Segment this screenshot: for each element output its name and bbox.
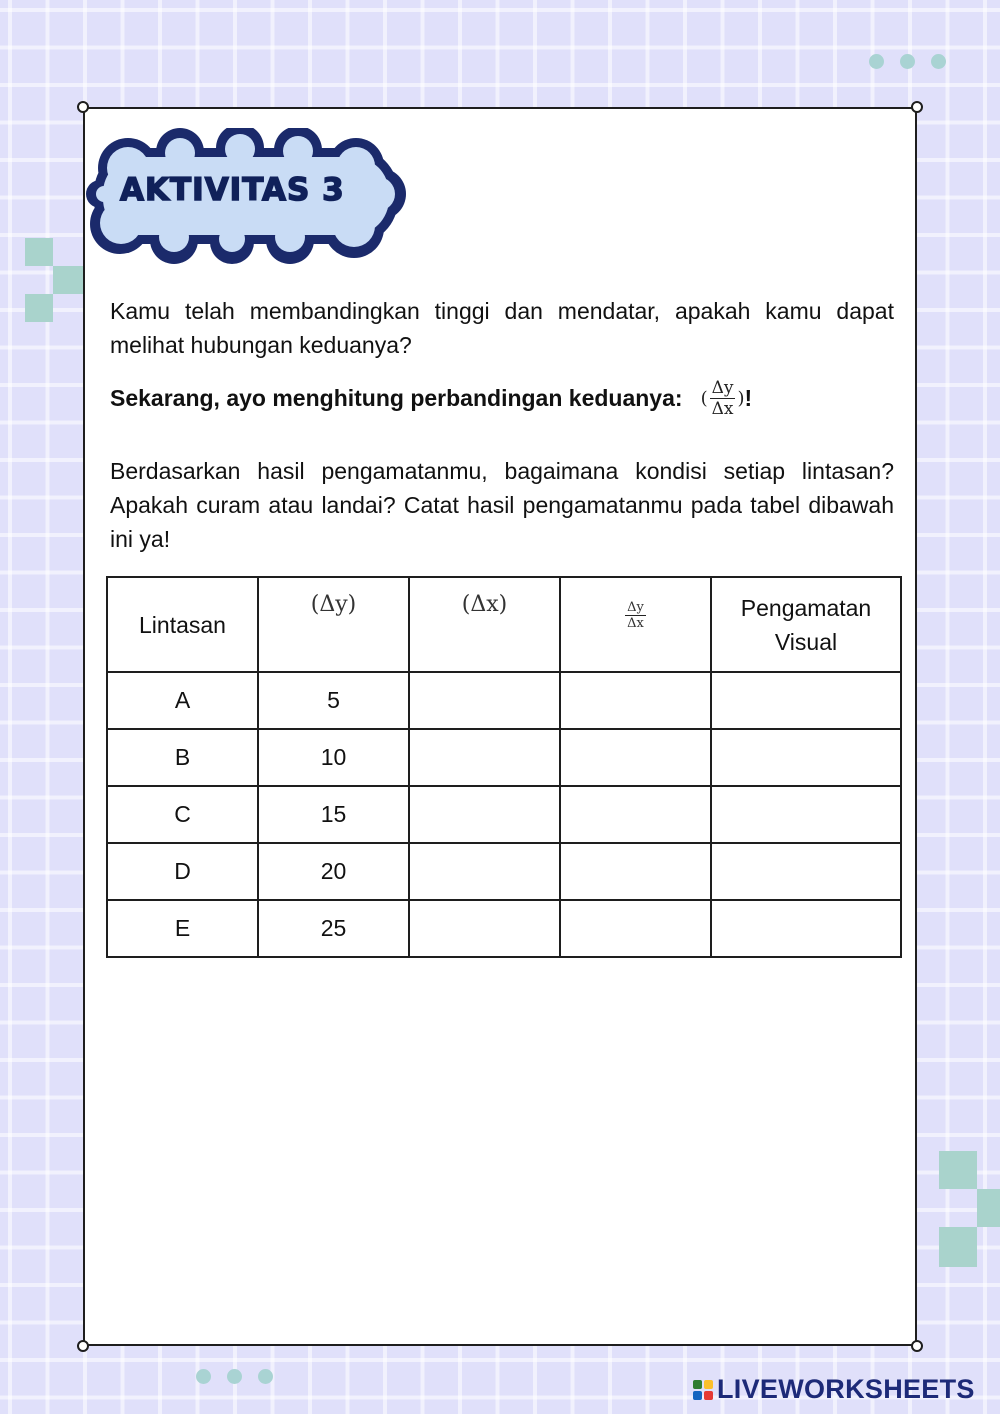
cell-ratio[interactable] [560, 729, 711, 786]
decor-pixel-block [977, 1189, 1000, 1227]
ratio-formula: ( $\frac{\Delta y}{\Delta x}$ ) [700, 377, 745, 419]
liveworksheets-brand [693, 1374, 975, 1405]
cell-ratio[interactable] [560, 786, 711, 843]
ratio-numerator: Δy [627, 600, 644, 615]
ratio-denominator: Δx [627, 616, 644, 631]
cell-delta-y: 25 [258, 900, 409, 957]
cell-delta-x[interactable] [409, 672, 560, 729]
decor-pixel-block [25, 238, 53, 266]
decor-dot [900, 54, 915, 69]
cell-ratio[interactable] [560, 843, 711, 900]
cell-ratio[interactable] [560, 672, 711, 729]
cell-delta-x[interactable] [409, 843, 560, 900]
decor-dots-bottom [196, 1369, 273, 1384]
decor-dot [258, 1369, 273, 1384]
cell-pengamatan[interactable] [711, 786, 901, 843]
cell-delta-x[interactable] [409, 786, 560, 843]
question-paragraph: Berdasarkan hasil pengamatanmu, bagaimana kondisi setiap lintasan? Apakah curam atau landai? Catat hasil pengamatanmu pada tabel dibawah ini ya! [110, 458, 894, 552]
decor-pixel-block [939, 1227, 977, 1267]
cell-delta-y: 20 [258, 843, 409, 900]
instruction-line [110, 372, 752, 424]
instruction-text: Sekarang, ayo menghitung perbandingan keduanya: [110, 384, 683, 411]
cell-delta-y: 10 [258, 729, 409, 786]
cell-pengamatan[interactable] [711, 672, 901, 729]
cell-lintasan: C [107, 786, 258, 843]
activity-badge [84, 128, 408, 264]
header-delta-y: (Δy) [258, 577, 409, 672]
intro-paragraph: Kamu telah membandingkan tinggi dan mendatar, apakah kamu dapat melihat hubungan keduanya? [110, 298, 894, 358]
cell-delta-y: 5 [258, 672, 409, 729]
liveworksheets-logo-icon [693, 1380, 713, 1400]
table-row [107, 900, 901, 957]
decor-pixel-block [939, 1151, 977, 1189]
corner-dot [77, 101, 89, 113]
cell-lintasan: E [107, 900, 258, 957]
header-pengamatan: Pengamatan Visual [711, 577, 901, 672]
decor-pixel-block [25, 294, 53, 322]
table-row [107, 786, 901, 843]
activity-title: AKTIVITAS 3 [120, 172, 345, 208]
cell-lintasan: D [107, 843, 258, 900]
observation-table [106, 576, 902, 958]
decor-dot [869, 54, 884, 69]
cell-pengamatan[interactable] [711, 843, 901, 900]
cell-delta-x[interactable] [409, 729, 560, 786]
table-header-row [107, 577, 901, 672]
table-row [107, 672, 901, 729]
brand-text: LIVEWORKSHEETS [717, 1374, 975, 1404]
header-lintasan: Lintasan [107, 577, 258, 672]
formula-numerator: Δy [711, 377, 734, 398]
decor-dot [196, 1369, 211, 1384]
cell-pengamatan[interactable] [711, 729, 901, 786]
decor-dot [931, 54, 946, 69]
corner-dot [911, 1340, 923, 1352]
instruction-suffix: ! [744, 384, 753, 411]
cell-lintasan: B [107, 729, 258, 786]
decor-pixel-block [53, 266, 83, 294]
corner-dot [77, 1340, 89, 1352]
decor-dots-top [869, 54, 946, 69]
table-row [107, 843, 901, 900]
header-delta-x: (Δx) [409, 577, 560, 672]
cell-delta-x[interactable] [409, 900, 560, 957]
cell-lintasan: A [107, 672, 258, 729]
header-ratio [560, 577, 711, 672]
cell-pengamatan[interactable] [711, 900, 901, 957]
table-row [107, 729, 901, 786]
corner-dot [911, 101, 923, 113]
ratio-fraction [625, 600, 646, 631]
decor-dot [227, 1369, 242, 1384]
cell-ratio[interactable] [560, 900, 711, 957]
cell-delta-y: 15 [258, 786, 409, 843]
formula-denominator: Δx [711, 398, 734, 419]
